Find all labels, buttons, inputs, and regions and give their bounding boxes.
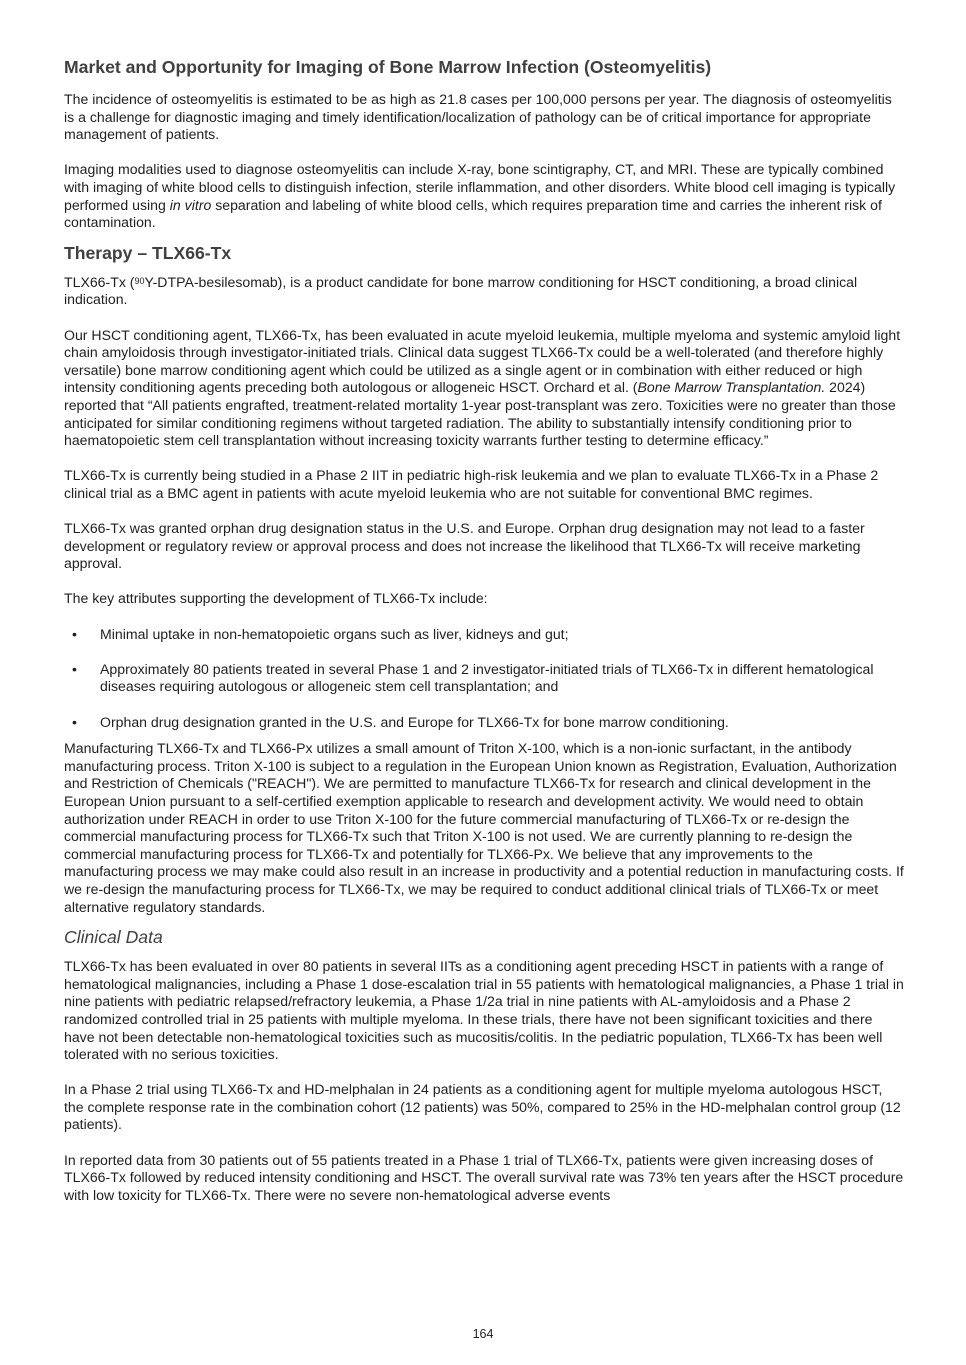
paragraph: The incidence of osteomyelitis is estimated to be as high as 21.8 cases per 100,000 persons per year. The diagnosis of osteomyelitis is a challenge for diagnostic imaging and timely identification/localization of pathology can be of critical importance for appropriate management of patients. <box>64 91 892 143</box>
paragraph: Our HSCT conditioning agent, TLX66-Tx, has been evaluated in acute myeloid leukemia, multiple myeloma and systemic amyloid light chain amyloidosis through investigator-initiated trials. Clinical data suggest TLX66-Tx could be a well-tolerated (and therefore highly versatile) bone marrow conditioning agent which could be utilized as a single agent or in combination with either reduced or high intensity conditioning agents preceding both autologous or allogeneic HSCT. Orchard et al. (Bone Marrow Transplantation. 2024) reported that “All patients engrafted, treatment-related mortality 1-year post-transplant was zero. Toxicities were no greater than those anticipated for similar conditioning regimens without targeted radiation. The ability to substantially intensify conditioning prior to haematopoietic stem cell transplantation without increasing toxicity warrants further testing to determine efficacy.” <box>64 326 901 449</box>
section-heading-therapy: Therapy – TLX66-Tx <box>64 242 232 263</box>
paragraph: TLX66-Tx is currently being studied in a Phase 2 IIT in pediatric high-risk leukemia and we plan to evaluate TLX66-Tx in a Phase 2 clinical trial as a BMC agent in patients with acute myeloid leukemia who are not suitable for conventional BMC regimes. <box>64 467 879 501</box>
paragraph: Imaging modalities used to diagnose osteomyelitis can include X-ray, bone scintigraphy, CT, and MRI. These are typically combined with imaging of white blood cells to distinguish infection, sterile inflammation, and other disorders. White blood cell imaging is typically performed using in vitro separation and labeling of white blood cells, which requires preparation time and carries the inherent risk of contamination. <box>64 161 896 231</box>
list-item: • Minimal uptake in non-hematopoietic organs such as liver, kidneys and gut; <box>72 625 569 642</box>
paragraph: The key attributes supporting the development of TLX66-Tx include: <box>64 590 488 607</box>
italic-text: Bone Marrow Transplantation. <box>637 379 826 396</box>
list-item: • Orphan drug designation granted in the U.S. and Europe for TLX66-Tx for bone marrow conditioning. <box>72 713 729 730</box>
paragraph: TLX66-Tx has been evaluated in over 80 patients in several IITs as a conditioning agent preceding HSCT in patients with a range of hematological malignancies, including a Phase 1 dose-escalation trial in 55 patients with hematological malignancies, a Phase 1 trial in nine patients with pediatric relapsed/refractory leukemia, a Phase 1/2a trial in nine patients with AL-amyloidosis and a Phase 2 randomized controlled trial in 25 patients with multiple myeloma. In these trials, there have not been significant toxicities and there have not been detectable non-hematological toxicities such as mucositis/colitis. In the pediatric population, TLX66-Tx has been well tolerated with no serious toxicities. <box>64 958 904 1063</box>
paragraph: In a Phase 2 trial using TLX66-Tx and HD-melphalan in 24 patients as a conditioning agent for multiple myeloma autologous HSCT, the complete response rate in the combination cohort (12 patients) was 50%, compared to 25% in the HD-melphalan control group (12 patients). <box>64 1081 901 1133</box>
paragraph: TLX66-Tx was granted orphan drug designation status in the U.S. and Europe. Orphan drug designation may not lead to a faster development or regulatory review or approval process and does not increase the likelihood that TLX66-Tx will receive marketing approval. <box>64 520 865 572</box>
page-number: 164 <box>472 1327 494 1341</box>
paragraph: TLX66-Tx ($^{90}$Y-DTPA-besilesomab), is a product candidate for bone marrow conditioning for HSCT conditioning, a broad clinical indication. <box>64 273 858 308</box>
section-heading-clinical-data: Clinical Data <box>64 927 163 948</box>
list-item: • Approximately 80 patients treated in several Phase 1 and 2 investigator-initiated trials of TLX66-Tx in different hematological diseases requiring autologous or allogeneic stem cell transplantation; and <box>72 660 874 695</box>
italic-text: in vitro <box>169 196 212 213</box>
bullet-icon: • <box>72 660 77 677</box>
document-page <box>64 56 904 1222</box>
paragraph: Manufacturing TLX66-Tx and TLX66-Px utilizes a small amount of Triton X-100, which is a non-ionic surfactant, in the antibody manufacturing process. Triton X-100 is subject to a regulation in the European Union known as Registration, Evaluation, Authorization and Restriction of Chemicals ("REACH"). We are permitted to manufacture TLX66-Tx for research and clinical development in the European Union pursuant to a self-certified exemption applicable to research and development activity. We would need to obtain authorization under REACH in order to use Triton X-100 for the future commercial manufacturing of TLX66-Tx or re-design the commercial manufacturing process for TLX66-Tx such that Triton X-100 is not used. We are currently planning to re-design the commercial manufacturing process for TLX66-Tx and potentially for TLX66-Px. We believe that any improvements to the manufacturing process we may make could also result in an increase in productivity and a potential reduction in manufacturing costs. If we re-design the manufacturing process for TLX66-Tx, we may be required to conduct additional clinical trials of TLX66-Tx or meet alternative regulatory standards. <box>64 740 904 915</box>
paragraph: In reported data from 30 patients out of 55 patients treated in a Phase 1 trial of TLX66-Tx, patients were given increasing doses of TLX66-Tx followed by reduced intensity conditioning and HSCT. The overall survival rate was 73% ten years after the HSCT procedure with low toxicity for TLX66-Tx. There were no severe non-hematological adverse events <box>64 1151 904 1203</box>
bullet-icon: • <box>72 625 77 642</box>
section-heading-osteomyelitis: Market and Opportunity for Imaging of Bone Marrow Infection (Osteomyelitis) <box>64 57 712 77</box>
superscript: 90 <box>134 275 145 286</box>
bullet-icon: • <box>72 713 77 730</box>
bullet-list <box>64 626 904 732</box>
